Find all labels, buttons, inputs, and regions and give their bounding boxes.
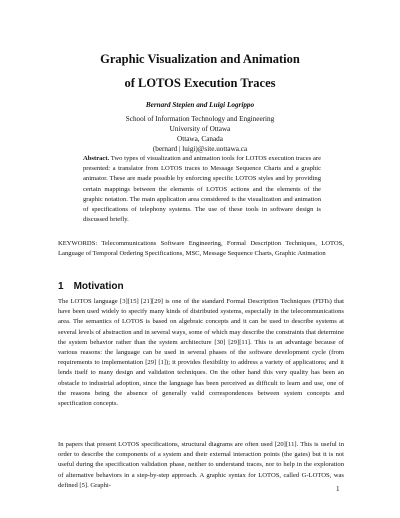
keywords: KEYWORDS: Telecommunications Software Engineering, Formal Description Techniques, LOTOS, Language of Temporal Ordering Specifications, MSC, Message Sequence Charts, Graphic Animation: [58, 240, 344, 258]
affiliation-email: (bernard | luigi)@site.uottawa.ca: [152, 145, 248, 153]
abstract-label: Abstract.: [83, 155, 110, 162]
affiliation-school: School of Information Technology and Engineering: [125, 115, 275, 123]
paper-title-line2: of LOTOS Execution Traces: [124, 76, 276, 90]
section-title: Motivation: [73, 281, 124, 292]
section-heading: [58, 281, 124, 292]
section-number: 1: [58, 281, 64, 292]
abstract: [83, 154, 321, 225]
abstract-text: Two types of visualization and animation tools for LOTOS execution traces are presented: a translator from LOTOS traces to Message Sequence Charts and a graphic animator. These are made possible by enforcing specific LOTOS styles and by providing certain mappings between the elements of LOTOS actions and the elements of the graphic notation. The main application area considered is the visualization and animation of specifications of telephony systems. The use of these tools in software design is discussed briefly.: [83, 155, 321, 224]
paragraph-1: The LOTOS language [3][15] [21][29] is one of the standard Formal Description Techniques (FDTs) that have been used widely to specify many kinds of distributed systems, especially in the telecommunications area. The semantics of LOTOS is based on algebraic concepts and it can be used to describe systems at several levels of abstraction and in several ways, some of which may describe the constraints that determine the system behavior rather than the system architecture [30] [29][11]. This is an advantage because of various reasons: the language can be used in several phases of the software development cycle (from requirements to implementation [29] [1]); it provides flexibility to address a variety of applications; and it lends itself to many design and validation techniques. On the other hand this very quality has been an obstacle to industrial adoption, since the language has been perceived as difficult to learn and use, one of the reasons being the absence of generally valid correspondences between system concepts and specification concepts.: [58, 298, 344, 408]
paragraph-2: In papers that present LOTOS specifications, structural diagrams are often used [20][11]. This is useful in order to describe the components of a system and their external interaction points (the gates) but it is not useful during the specification validation phase, neither to understand traces, nor to help in the exploration of alternative behaviors in a step-by-step approach. A graphic syntax for LOTOS, called G-LOTOS, was defined [5]. Graphi-: [58, 441, 344, 489]
affiliation-university: University of Ottawa: [169, 125, 231, 133]
affiliation-location: Ottawa, Canada: [177, 135, 223, 143]
page-number: 1: [336, 485, 340, 493]
authors: Bernard Stepien and Luigi Logrippo: [145, 101, 255, 109]
paper-title-line1: Graphic Visualization and Animation: [100, 52, 300, 66]
